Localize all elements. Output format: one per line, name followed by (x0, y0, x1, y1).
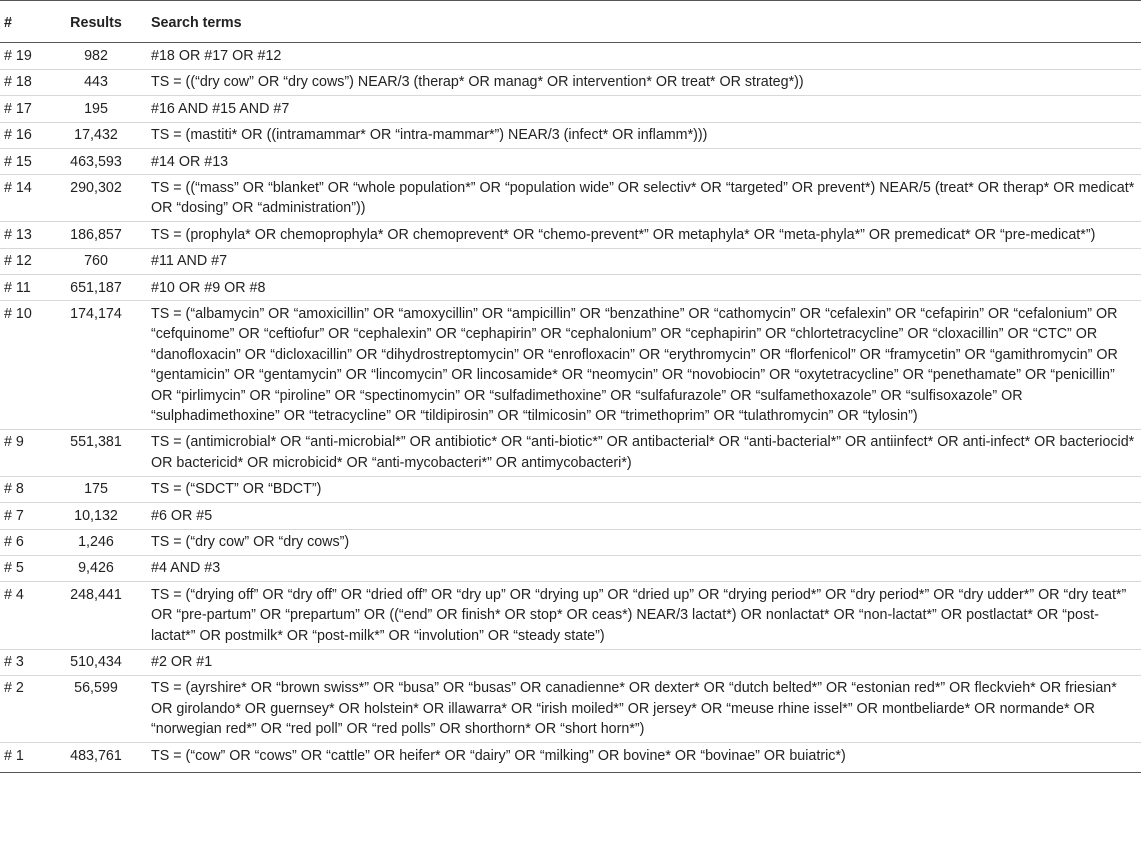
row-number: # 17 (0, 96, 46, 122)
row-search-terms: #11 AND #7 (146, 248, 1141, 274)
table-row (0, 69, 1141, 95)
table-row (0, 529, 1141, 555)
table-row (0, 649, 1141, 675)
table-row (0, 43, 1141, 69)
row-results: 1,246 (46, 529, 146, 555)
row-search-terms: TS = (“cow” OR “cows” OR “cattle” OR heifer* OR “dairy” OR “milking” OR bovine* OR “bovinae” OR buiatric*) (146, 743, 1141, 773)
header-number: # (0, 1, 46, 43)
table-row (0, 429, 1141, 476)
row-results: 982 (46, 43, 146, 69)
row-search-terms: TS = (mastiti* OR ((intramammar* OR “intra-mammar*”) NEAR/3 (infect* OR inflamm*))) (146, 122, 1141, 148)
row-results: 290,302 (46, 175, 146, 222)
table-row (0, 582, 1141, 649)
row-search-terms: TS = (prophyla* OR chemoprophyla* OR chemoprevent* OR “chemo-prevent*” OR metaphyla* OR “meta-phyla*” OR premedicat* OR “pre-medicat*”) (146, 222, 1141, 248)
row-number: # 5 (0, 555, 46, 581)
row-results: 195 (46, 96, 146, 122)
row-search-terms: TS = (“dry cow” OR “dry cows”) (146, 529, 1141, 555)
row-results: 9,426 (46, 555, 146, 581)
table-row (0, 149, 1141, 175)
row-number: # 19 (0, 43, 46, 69)
row-search-terms: #2 OR #1 (146, 649, 1141, 675)
row-search-terms: TS = (ayrshire* OR “brown swiss*” OR “busa” OR “busas” OR canadienne* OR dexter* OR “dutch belted*” OR “estonian red*” OR fleckvieh* OR friesian* OR girolando* OR guernsey* OR holstein* OR illawarra* OR “irish moiled*” OR jersey* OR “meuse rhine issel*” OR montbeliarde* OR normande* OR “norwegian red*” OR “red poll” OR “red polls” OR shorthorn* OR “short horn*”) (146, 675, 1141, 742)
table-row (0, 248, 1141, 274)
row-number: # 7 (0, 503, 46, 529)
row-number: # 13 (0, 222, 46, 248)
table-row (0, 476, 1141, 502)
row-search-terms: #10 OR #9 OR #8 (146, 275, 1141, 301)
row-results: 651,187 (46, 275, 146, 301)
row-number: # 2 (0, 675, 46, 742)
row-results: 10,132 (46, 503, 146, 529)
row-results: 551,381 (46, 429, 146, 476)
row-results: 175 (46, 476, 146, 502)
row-number: # 10 (0, 301, 46, 429)
table-row (0, 275, 1141, 301)
row-number: # 16 (0, 122, 46, 148)
row-search-terms: TS = (antimicrobial* OR “anti-microbial*” OR antibiotic* OR “anti-biotic*” OR antibacterial* OR “anti-bacterial*” OR antiinfect* OR anti-infect* OR bacteriocid* OR bactericid* OR microbicid* OR “anti-mycobacteri*” OR antimycobacteri*) (146, 429, 1141, 476)
row-results: 760 (46, 248, 146, 274)
row-results: 463,593 (46, 149, 146, 175)
row-number: # 6 (0, 529, 46, 555)
row-number: # 1 (0, 743, 46, 773)
row-number: # 11 (0, 275, 46, 301)
row-results: 510,434 (46, 649, 146, 675)
row-search-terms: TS = (“drying off” OR “dry off” OR “dried off” OR “dry up” OR “drying up” OR “dried up” OR “drying period*” OR “dry period*” OR “dry udder*” OR “dry teat*” OR “pre-partum” OR “prepartum” OR ((“end” OR finish* OR stop* OR ceas*) NEAR/3 lactat*) OR nonlactat* OR “non-lactat*” OR postlactat* OR “post-lactat*” OR postmilk* OR “post-milk*” OR “involution” OR “steady state”) (146, 582, 1141, 649)
table-row (0, 222, 1141, 248)
row-search-terms: #4 AND #3 (146, 555, 1141, 581)
row-results: 443 (46, 69, 146, 95)
row-number: # 12 (0, 248, 46, 274)
header-row (0, 1, 1141, 43)
table-row (0, 555, 1141, 581)
table-row (0, 743, 1141, 773)
row-number: # 4 (0, 582, 46, 649)
row-results: 186,857 (46, 222, 146, 248)
header-search-terms: Search terms (146, 1, 1141, 43)
row-number: # 9 (0, 429, 46, 476)
table-row (0, 122, 1141, 148)
table-row (0, 175, 1141, 222)
row-search-terms: #6 OR #5 (146, 503, 1141, 529)
row-search-terms: TS = (“albamycin” OR “amoxicillin” OR “amoxycillin” OR “ampicillin” OR “benzathine” OR “cathomycin” OR “cefalexin” OR “cefapirin” OR “cefalonium” OR “cefquinome” OR “ceftiofur” OR “cephalexin” OR “cephapirin” OR “cephalonium” OR “cephapirin” OR “chlortetracycline” OR “cloxacillin” OR “CTC” OR “danofloxacin” OR “dicloxacillin” OR “dihydrostreptomycin” OR “enrofloxacin” OR “erythromycin” OR “florfenicol” OR “framycetin” OR “gamithromycin” OR “gentamicin” OR “gentamycin” OR “lincomycin” OR lincosamide* OR “neomycin” OR “novobiocin” OR “oxytetracycline” OR “penethamate” OR “penicillin” OR “pirlimycin” OR “piroline” OR “spectinomycin” OR “sulfadimethoxine” OR “sulfafurazole” OR “sulfamethoxazole” OR “sulfisoxazole” OR “sulphadimethoxine” OR “tetracycline” OR “tildipirosin” OR “tilmicosin” OR “trimethoprim” OR “tulathromycin” OR “tylosin”) (146, 301, 1141, 429)
row-number: # 14 (0, 175, 46, 222)
row-results: 56,599 (46, 675, 146, 742)
row-search-terms: TS = ((“dry cow” OR “dry cows”) NEAR/3 (therap* OR manag* OR intervention* OR treat* OR strateg*)) (146, 69, 1141, 95)
row-search-terms: TS = ((“mass” OR “blanket” OR “whole population*” OR “population wide” OR selectiv* OR “targeted” OR prevent*) NEAR/5 (treat* OR therap* OR medicat* OR “dosing” OR “administration”)) (146, 175, 1141, 222)
row-results: 174,174 (46, 301, 146, 429)
table-row (0, 96, 1141, 122)
row-number: # 18 (0, 69, 46, 95)
table-row (0, 503, 1141, 529)
table-row (0, 301, 1141, 429)
row-number: # 8 (0, 476, 46, 502)
row-search-terms: TS = (“SDCT” OR “BDCT”) (146, 476, 1141, 502)
row-results: 248,441 (46, 582, 146, 649)
row-search-terms: #16 AND #15 AND #7 (146, 96, 1141, 122)
header-results: Results (46, 1, 146, 43)
row-number: # 15 (0, 149, 46, 175)
row-search-terms: #14 OR #13 (146, 149, 1141, 175)
row-search-terms: #18 OR #17 OR #12 (146, 43, 1141, 69)
row-number: # 3 (0, 649, 46, 675)
row-results: 17,432 (46, 122, 146, 148)
row-results: 483,761 (46, 743, 146, 773)
table-row (0, 675, 1141, 742)
